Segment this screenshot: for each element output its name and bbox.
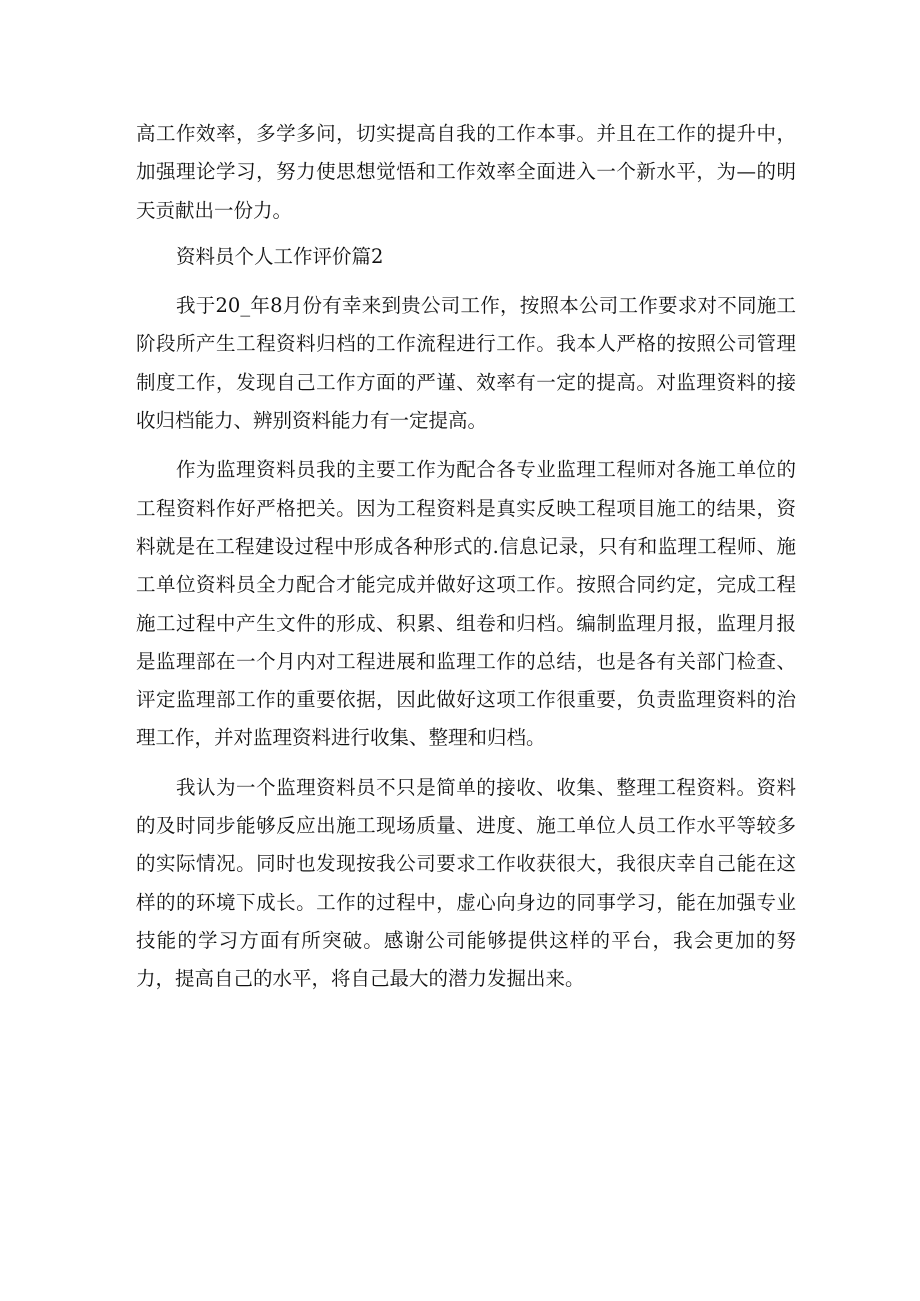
paragraph-reflection: 我认为一个监理资料员不只是简单的接收、收集、整理工程资料。资料的及时同步能够反应出施工现场质量、进度、施工单位人员工作水平等较多的实际情况。同时也发现按我公司要求工作收获很大，我很庆幸自己能在这样的的环境下成长。工作的过程中，虚心向身边的同事学习，能在加强专业技能的学习方面有所突破。感谢公司能够提供这样的平台，我会更加的努力，提高自己的水平，将自己最大的潜力发掘出来。 <box>136 775 796 991</box>
paragraph-continuation: 高工作效率，多学多问，切实提高自我的工作本事。并且在工作的提升中，加强理论学习，努力使思想觉悟和工作效率全面进入一个新水平，为—的明天贡献出一份力。 <box>136 122 796 222</box>
document-body <box>136 115 796 999</box>
section-heading: 资料员个人工作评价篇2 <box>176 244 384 268</box>
paragraph-intro: 我于20_年8月份有幸来到贵公司工作，按照本公司工作要求对不同施工阶段所产生工程资料归档的工作流程进行工作。我本人严格的按照公司管理制度工作，发现自己工作方面的严谨、效率有一定的提高。对监理资料的接收归档能力、辨别资料能力有一定提高。 <box>136 294 796 433</box>
paragraph-duties: 作为监理资料员我的主要工作为配合各专业监理工程师对各施工单位的工程资料作好严格把关。因为工程资料是真实反映工程项目施工的结果，资料就是在工程建设过程中形成各种形式的.信息记录，只有和监理工程师、施工单位资料员全力配合才能完成并做好这项工作。按照合同约定，完成工程施工过程中产生文件的形成、积累、组卷和归档。编制监理月报，监理月报是监理部在一个月内对工程进展和监理工作的总结，也是各有关部门检查、评定监理部工作的重要依据，因此做好这项工作很重要，负责监理资料的治理工作，并对监理资料进行收集、整理和归档。 <box>136 458 796 750</box>
